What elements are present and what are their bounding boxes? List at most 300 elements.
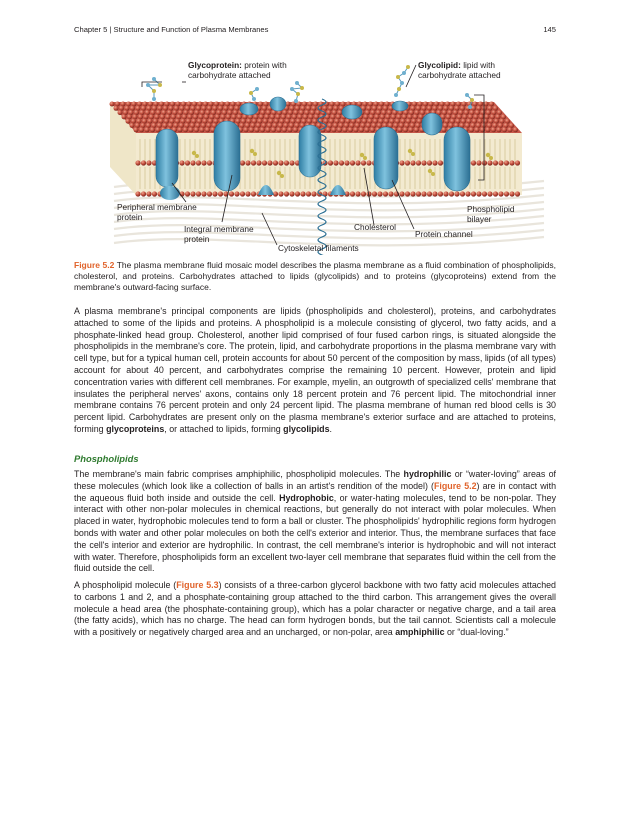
cholesterol-molecule [192, 151, 196, 155]
sugar-unit [470, 98, 474, 102]
phospholipid-head [240, 160, 245, 165]
phospholipid-head [192, 119, 197, 124]
para3-text-c: or “dual-loving.” [444, 627, 509, 638]
figure-5-3-link[interactable]: Figure 5.3 [176, 580, 219, 590]
para1-text-b: , or attached to lipids, forming [164, 423, 284, 434]
phospholipid-head [208, 119, 213, 124]
phospholipid-head [199, 114, 204, 119]
cholesterol-molecule [486, 153, 490, 157]
phospholipid-head [302, 119, 307, 124]
phospholipid-head [143, 102, 148, 107]
phospholipid-head [459, 110, 464, 115]
sugar-unit [296, 92, 300, 96]
phospholipid-head [375, 114, 380, 119]
phospholipid-head [281, 114, 286, 119]
phospholipid-head [190, 123, 195, 128]
para2-text-b: or “water-loving” areas of these molecules (which look like a collection of balls in an artist's rendition of the model) ( [74, 469, 556, 491]
phospholipid-head [217, 110, 222, 115]
phospholipid-head [418, 102, 423, 107]
phospholipid-head [171, 114, 176, 119]
membrane-figure [74, 55, 556, 255]
phospholipid-head [212, 191, 217, 196]
phospholipid-head [145, 127, 150, 132]
phospholipid-head [380, 114, 385, 119]
phospholipid-head [211, 110, 216, 115]
phospholipid-head [355, 123, 360, 128]
phospholipid-head [197, 119, 202, 124]
phospholipid-head [159, 119, 164, 124]
para2-text-c: ) are in contact with the aqueous fluid both inside and outside the cell. [74, 480, 556, 503]
phospholipid-head [262, 106, 267, 111]
phospholipid-head [408, 114, 413, 119]
phospholipid-head [372, 191, 377, 196]
phospholipid-head [326, 127, 331, 132]
phospholipid-head [496, 114, 501, 119]
sugar-unit [394, 93, 398, 97]
phospholipid-head [122, 114, 127, 119]
phospholipid-head [179, 123, 184, 128]
phospholipid-head [294, 110, 299, 115]
phospholipid-head [273, 191, 278, 196]
peripheral-protein [160, 186, 180, 200]
phospholipid-head [370, 127, 375, 132]
phospholipid-head [383, 191, 388, 196]
membrane-illustration [74, 55, 556, 255]
phospholipid-head [179, 160, 184, 165]
phospholipid-head [205, 127, 210, 132]
phospholipid-head [251, 191, 256, 196]
phospholipid-head [137, 102, 142, 107]
phospholipid-head [141, 160, 146, 165]
glycoprotein-term: Glycoprotein: [188, 60, 242, 70]
phospholipid-head [278, 191, 283, 196]
phospholipid-head [182, 114, 187, 119]
phospholipid-head [229, 191, 234, 196]
phospholipid-head [189, 127, 194, 132]
phospholipid-head [196, 191, 201, 196]
phospholipid-head [467, 119, 472, 124]
phospholipid-head [282, 127, 287, 132]
phospholipid-head [202, 106, 207, 111]
phospholipid-head [361, 160, 366, 165]
phospholipid-head [397, 114, 402, 119]
phospholipid-head [328, 106, 333, 111]
phospholipid-head [412, 119, 417, 124]
phospholipid-head [289, 160, 294, 165]
phospholipid-head [203, 102, 208, 107]
phospholipid-head [464, 110, 469, 115]
phospholipid-head [373, 119, 378, 124]
phospholipid-head [350, 123, 355, 128]
cholesterol-molecule [489, 156, 493, 160]
label-cytoskeletal-filaments: Cytoskeletal filaments [278, 243, 359, 253]
phospholipid-head [249, 127, 254, 132]
cholesterol-molecule [411, 152, 415, 156]
phospholipid-head [354, 127, 359, 132]
phospholipid-head [427, 160, 432, 165]
phospholipid-head [399, 123, 404, 128]
phospholipid-head [421, 160, 426, 165]
phospholipid-head [121, 102, 126, 107]
phospholipid-head [498, 123, 503, 128]
phospholipid-head [444, 106, 449, 111]
phospholipid-head [244, 127, 249, 132]
phospholipid-head [220, 102, 225, 107]
phospholipid-head [222, 110, 227, 115]
phospholipid-head [377, 191, 382, 196]
phospholipid-head [146, 123, 151, 128]
phospholipid-head [487, 123, 492, 128]
phospholipid-head [497, 110, 502, 115]
phospholipid-head [264, 102, 269, 107]
sugar-unit [249, 91, 253, 95]
phospholipid-head [218, 191, 223, 196]
phospholipid-head [472, 119, 477, 124]
phospholipid-head [500, 119, 505, 124]
phospholipid-head [388, 191, 393, 196]
phospholipid-head [229, 106, 234, 111]
phospholipid-head [368, 102, 373, 107]
phospholipid-head [135, 160, 140, 165]
phospholipid-head [236, 119, 241, 124]
caption-figure-number: Figure 5.2 [74, 260, 115, 270]
phospholipid-head [492, 110, 497, 115]
phospholipid-head [192, 102, 197, 107]
phospholipid-head [313, 102, 318, 107]
phospholipid-head [224, 106, 229, 111]
phospholipid-head [287, 114, 292, 119]
phospholipid-head [374, 102, 379, 107]
term-hydrophobic: Hydrophobic [279, 492, 334, 503]
section-heading-phospholipids: Phospholipids [74, 453, 139, 464]
phospholipid-head [185, 106, 190, 111]
label-phospholipid-bilayer: Phospholipid bilayer [467, 204, 515, 224]
phospholipid-head [214, 102, 219, 107]
phospholipid-head [339, 160, 344, 165]
label-cholesterol: Cholesterol [354, 222, 396, 232]
phospholipid-head [188, 114, 193, 119]
cholesterol-molecule [360, 153, 364, 157]
phospholipid-head [468, 114, 473, 119]
phospholipid-head [158, 106, 163, 111]
phospholipid-head [299, 110, 304, 115]
phospholipid-head [151, 110, 156, 115]
phospholipid-head [463, 114, 468, 119]
phospholipid-head [456, 102, 461, 107]
figure-5-2-link[interactable]: Figure 5.2 [433, 480, 477, 491]
phospholipid-head [156, 110, 161, 115]
phospholipid-head [285, 119, 290, 124]
phospholipid-head [196, 160, 201, 165]
membrane-protein [444, 127, 470, 191]
phospholipid-head [309, 114, 314, 119]
phospholipid-head [308, 102, 313, 107]
phospholipid-head [405, 191, 410, 196]
phospholipid-head [365, 127, 370, 132]
phospholipid-head [168, 123, 173, 128]
phospholipid-head [330, 102, 335, 107]
sugar-unit [300, 86, 304, 90]
phospholipid-head [252, 119, 257, 124]
phospholipid-head [191, 106, 196, 111]
sugar-unit [397, 87, 401, 91]
phospholipid-head [198, 102, 203, 107]
phospholipid-head [367, 106, 372, 111]
phospholipid-head [469, 127, 474, 132]
phospholipid-head [254, 114, 259, 119]
phospholipid-head [471, 160, 476, 165]
phospholipid-head [471, 191, 476, 196]
phospholipid-head [485, 114, 490, 119]
phospholipid-head [494, 119, 499, 124]
phospholipid-head [344, 123, 349, 128]
phospholipid-head [410, 160, 415, 165]
phospholipid-head [283, 110, 288, 115]
phospholipid-head [164, 119, 169, 124]
phospholipid-head [276, 114, 281, 119]
phospholipid-head [206, 110, 211, 115]
phospholipid-head [274, 119, 279, 124]
phospholipid-head [123, 110, 128, 115]
phospholipid-head [251, 123, 256, 128]
label-glycolipid [418, 61, 508, 80]
phospholipid-head [247, 119, 252, 124]
phospholipid-head [482, 191, 487, 196]
phospholipid-head [240, 123, 245, 128]
phospholipid-head [178, 110, 183, 115]
phospholipid-head [473, 102, 478, 107]
phospholipid-head [508, 127, 513, 132]
glycolipid-desc: lipid with carbohydrate attached [418, 60, 501, 80]
phospholipid-head [201, 123, 206, 128]
phospholipid-head [328, 160, 333, 165]
label-glycoprotein [188, 61, 298, 80]
phospholipid-head [509, 123, 514, 128]
phospholipid-head [288, 110, 293, 115]
phospholipid-head [173, 110, 178, 115]
phospholipid-head [166, 114, 171, 119]
phospholipid-head [383, 106, 388, 111]
phospholipid-head [150, 127, 155, 132]
phospholipid-head [183, 127, 188, 132]
phospholipid-head [491, 127, 496, 132]
phospholipid-head [333, 160, 338, 165]
phospholipid-head [440, 102, 445, 107]
phospholipid-head [332, 110, 337, 115]
phospholipid-head [366, 160, 371, 165]
phospholipid-head [513, 127, 518, 132]
phospholipid-head [148, 102, 153, 107]
phospholipid-head [170, 119, 175, 124]
phospholipid-head [243, 114, 248, 119]
paragraph-components [74, 306, 556, 436]
phospholipid-head [362, 119, 367, 124]
phospholipid-head [204, 114, 209, 119]
phospholipid-head [376, 110, 381, 115]
phospholipid-head [138, 114, 143, 119]
phospholipid-head [228, 110, 233, 115]
phospholipid-head [384, 119, 389, 124]
phospholipid-head [348, 127, 353, 132]
sugar-unit [152, 89, 156, 93]
phospholipid-head [340, 119, 345, 124]
phospholipid-head [368, 119, 373, 124]
phospholipid-head [359, 127, 364, 132]
phospholipid-head [445, 119, 450, 124]
phospholipid-head [306, 106, 311, 111]
phospholipid-head [305, 110, 310, 115]
phospholipid-head [195, 110, 200, 115]
phospholipid-head [259, 114, 264, 119]
phospholipid-head [474, 114, 479, 119]
phospholipid-head [126, 102, 131, 107]
phospholipid-head [266, 110, 271, 115]
phospholipid-head [311, 191, 316, 196]
phospholipid-head [416, 123, 421, 128]
phospholipid-head [251, 160, 256, 165]
phospholipid-head [140, 110, 145, 115]
sugar-unit [152, 77, 156, 81]
phospholipid-head [165, 102, 170, 107]
phospholipid-head [505, 119, 510, 124]
phospholipid-head [185, 191, 190, 196]
phospholipid-head [477, 106, 482, 111]
phospholipid-head [493, 160, 498, 165]
phospholipid-head [402, 114, 407, 119]
phospholipid-head [152, 123, 157, 128]
phospholipid-head [271, 127, 276, 132]
phospholipid-head [476, 123, 481, 128]
phospholipid-head [399, 160, 404, 165]
phospholipid-head [218, 106, 223, 111]
phospholipid-head [489, 119, 494, 124]
phospholipid-head [479, 114, 484, 119]
phospholipid-head [350, 160, 355, 165]
phospholipid-head [379, 119, 384, 124]
membrane-protein [270, 97, 286, 111]
sugar-unit [400, 81, 404, 85]
phospholipid-head [438, 160, 443, 165]
phospholipid-head [295, 123, 300, 128]
sugar-unit [468, 105, 472, 109]
caption-text: The plasma membrane fluid mosaic model describes the plasma membrane as a fluid combination of phospholipids, cholesterol, and proteins. Carbohydrates attached to lipids (glycolipids) and to proteins (glycoproteins) extend from the membrane's outward-facing surface. [74, 260, 556, 293]
phospholipid-head [245, 123, 250, 128]
phospholipid-head [329, 119, 334, 124]
phospholipid-head [337, 127, 342, 132]
phospholipid-head [153, 119, 158, 124]
phospholipid-head [226, 114, 231, 119]
phospholipid-head [207, 106, 212, 111]
phospholipid-head [350, 191, 355, 196]
phospholipid-head [361, 191, 366, 196]
phospholipid-head [177, 114, 182, 119]
phospholipid-head [421, 191, 426, 196]
phospholipid-head [277, 127, 282, 132]
phospholipid-head [410, 123, 415, 128]
membrane-protein [240, 103, 258, 115]
phospholipid-head [235, 106, 240, 111]
phospholipid-head [146, 160, 151, 165]
phospholipid-head [245, 191, 250, 196]
phospholipid-head [176, 102, 181, 107]
phospholipid-head [416, 191, 421, 196]
sugar-unit [255, 87, 259, 91]
phospholipid-head [429, 102, 434, 107]
phospholipid-head [203, 119, 208, 124]
phospholipid-head [488, 106, 493, 111]
phospholipid-head [416, 160, 421, 165]
phospholipid-head [132, 102, 137, 107]
phospholipid-head [335, 102, 340, 107]
phospholipid-head [482, 160, 487, 165]
sugar-unit [406, 65, 410, 69]
phospholipid-head [135, 191, 140, 196]
phospholipid-head [193, 114, 198, 119]
phospholipid-head [371, 110, 376, 115]
phospholipid-head [141, 123, 146, 128]
para3-text-a: A phospholipid molecule ( [74, 580, 177, 590]
phospholipid-head [136, 106, 141, 111]
phospholipid-head [351, 119, 356, 124]
phospholipid-head [170, 102, 175, 107]
membrane-protein [392, 101, 408, 111]
cholesterol-molecule [253, 152, 257, 156]
phospholipid-head [460, 106, 465, 111]
phospholipid-head [328, 123, 333, 128]
phospholipid-head [289, 123, 294, 128]
phospholipid-head [167, 110, 172, 115]
phospholipid-head [214, 119, 219, 124]
phospholipid-head [187, 102, 192, 107]
phospholipid-head [410, 191, 415, 196]
phospholipid-head [386, 114, 391, 119]
para1-text-c: . [329, 423, 332, 434]
phospholipid-head [346, 119, 351, 124]
phospholipid-head [357, 119, 362, 124]
phospholipid-head [443, 191, 448, 196]
cholesterol-molecule [250, 149, 254, 153]
phospholipid-head [291, 119, 296, 124]
phospholipid-head [327, 110, 332, 115]
phospholipid-head [280, 119, 285, 124]
phospholipid-head [335, 119, 340, 124]
phospholipid-head [331, 114, 336, 119]
phospholipid-head [317, 123, 322, 128]
cholesterol-molecule [428, 169, 432, 173]
phospholipid-head [256, 123, 261, 128]
phospholipid-head [502, 127, 507, 132]
phospholipid-head [341, 102, 346, 107]
phospholipid-head [148, 119, 153, 124]
phospholipid-head [129, 110, 134, 115]
cholesterol-molecule [408, 149, 412, 153]
sugar-unit [295, 81, 299, 85]
phospholipid-head [461, 119, 466, 124]
phospholipid-head [262, 160, 267, 165]
phospholipid-head [234, 191, 239, 196]
phospholipid-head [465, 123, 470, 128]
phospholipid-head [154, 102, 159, 107]
phospholipid-head [333, 123, 338, 128]
phospholipid-head [482, 106, 487, 111]
phospholipid-head [312, 106, 317, 111]
para2-text-a: The membrane's main fabric comprises amphiphilic, phospholipid molecules. The [74, 469, 404, 479]
phospholipid-head [245, 160, 250, 165]
phospholipid-head [185, 160, 190, 165]
phospholipid-head [501, 114, 506, 119]
phospholipid-head [137, 119, 142, 124]
phospholipid-head [454, 191, 459, 196]
